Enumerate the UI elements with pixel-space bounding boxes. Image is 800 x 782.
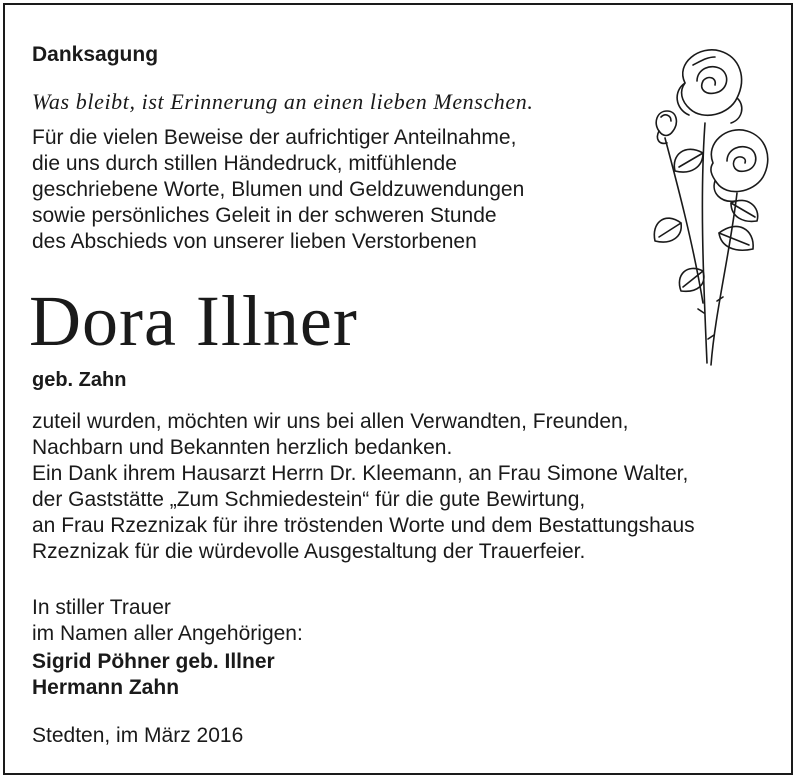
intro-line: Für die vielen Beweise der aufrichtiger Anteilnahme,: [32, 126, 517, 149]
thanks-line: der Gaststätte „Zum Schmiedestein“ für die gute Bewirtung,: [32, 488, 586, 511]
thanks-line: Rzeznizak für die würdevolle Ausgestaltung der Trauerfeier.: [32, 540, 586, 563]
maiden-name: geb. Zahn: [32, 369, 127, 391]
intro-line: die uns durch stillen Händedruck, mitfühlende: [32, 152, 457, 175]
closing-line: In stiller Trauer: [32, 596, 171, 619]
intro-line: sowie persönliches Geleit in der schweren Stunde: [32, 204, 497, 227]
closing-line: im Namen aller Angehörigen:: [32, 622, 303, 645]
thanks-line: an Frau Rzeznizak für ihre tröstenden Worte und dem Bestattungshaus: [32, 514, 695, 537]
signatory-name: Sigrid Pöhner geb. Illner: [32, 650, 275, 673]
place-date: Stedten, im März 2016: [32, 724, 244, 747]
signatory-name: Hermann Zahn: [32, 676, 180, 699]
intro-line: des Abschieds von unserer lieben Verstorbenen: [32, 230, 477, 253]
thanks-line: Ein Dank ihrem Hausarzt Herrn Dr. Kleemann, an Frau Simone Walter,: [32, 462, 689, 485]
heading: Danksagung: [32, 43, 159, 66]
motto: Was bleibt, ist Erinnerung an einen lieben Menschen.: [32, 89, 534, 114]
thanks-line: zuteil wurden, möchten wir uns bei allen Verwandten, Freunden,: [32, 410, 629, 433]
intro-line: geschriebene Worte, Blumen und Geldzuwendungen: [32, 178, 525, 201]
thanks-line: Nachbarn und Bekannten herzlich bedanken.: [32, 436, 453, 459]
obituary-card: [3, 3, 793, 775]
rose-illustration-icon: [645, 43, 775, 373]
deceased-name: Dora Illner: [29, 281, 358, 361]
